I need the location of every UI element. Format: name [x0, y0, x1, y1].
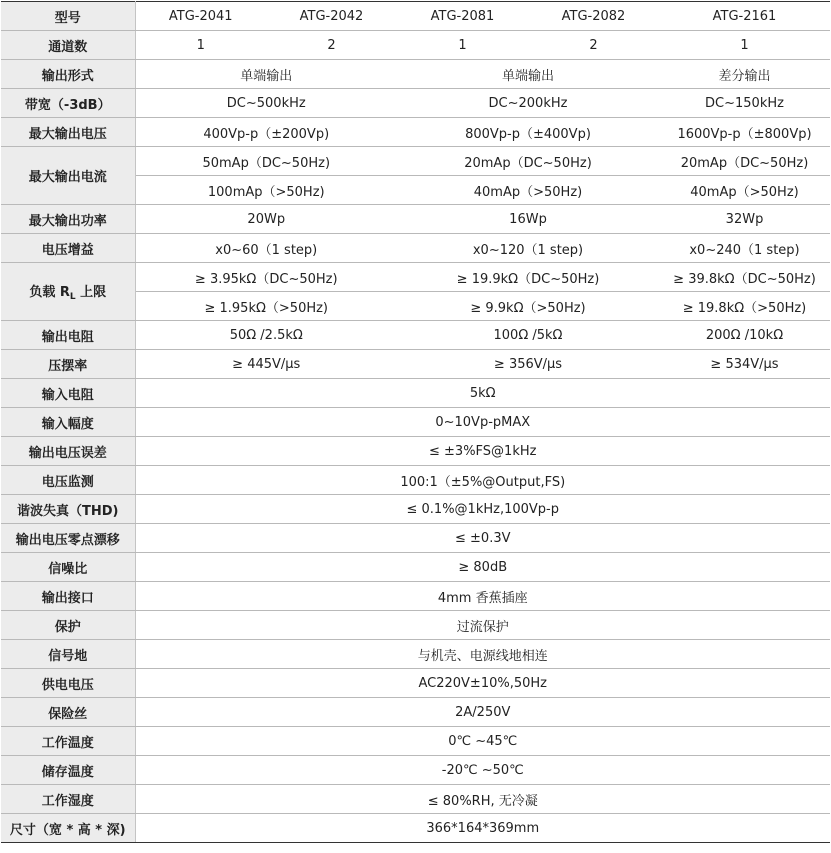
max-current-value: 40mAp（>50Hz)	[397, 176, 659, 205]
row-common	[1, 669, 830, 698]
row-common	[1, 437, 830, 466]
spec-value: -20℃ ~50℃	[135, 756, 830, 785]
row-common	[1, 582, 830, 611]
row-common	[1, 756, 830, 785]
spec-value: 100:1（±5%@Output,FS)	[135, 466, 830, 495]
spec-label: 输出电压误差	[1, 437, 135, 466]
spec-label: 信噪比	[1, 553, 135, 582]
spec-label: 输入电阻	[1, 379, 135, 408]
row-load	[1, 263, 830, 292]
spec-label: 保险丝	[1, 698, 135, 727]
voltage-gain-value: x0~240（1 step)	[659, 234, 830, 263]
spec-value: 0℃ ~45℃	[135, 727, 830, 756]
row-output-resistance	[1, 321, 830, 350]
spec-value: ≤ ±0.3V	[135, 524, 830, 553]
spec-label: 供电电压	[1, 669, 135, 698]
model-name: ATG-2042	[266, 2, 397, 31]
row-common	[1, 466, 830, 495]
row-common	[1, 524, 830, 553]
label-model: 型号	[1, 2, 135, 31]
load-label-subscript: L	[69, 292, 76, 302]
row-common	[1, 611, 830, 640]
slew-rate-value: ≥ 534V/μs	[659, 350, 830, 379]
row-common	[1, 495, 830, 524]
row-max-voltage	[1, 118, 830, 147]
spec-value: 0~10Vp-pMAX	[135, 408, 830, 437]
bandwidth-value: DC~200kHz	[397, 89, 659, 118]
row-common	[1, 408, 830, 437]
row-output-form	[1, 60, 830, 89]
channel-count: 1	[659, 31, 830, 60]
spec-table-body	[1, 2, 830, 843]
label-load	[1, 263, 135, 321]
model-name: ATG-2082	[528, 2, 659, 31]
max-voltage-value: 800Vp-p（±400Vp)	[397, 118, 659, 147]
channel-count: 1	[135, 31, 266, 60]
load-label-suffix: 上限	[75, 285, 107, 300]
load-value: ≥ 3.95kΩ（DC~50Hz)	[135, 263, 397, 292]
spec-label: 输出接口	[1, 582, 135, 611]
label-bandwidth: 带宽（-3dB）	[1, 89, 135, 118]
spec-label: 输入幅度	[1, 408, 135, 437]
row-common	[1, 698, 830, 727]
spec-label: 工作温度	[1, 727, 135, 756]
output-resistance-value: 50Ω /2.5kΩ	[135, 321, 397, 350]
max-current-value: 20mAp（DC~50Hz)	[659, 147, 830, 176]
row-max-power	[1, 205, 830, 234]
spec-value: ≤ ±3%FS@1kHz	[135, 437, 830, 466]
channel-count: 2	[266, 31, 397, 60]
spec-value: 过流保护	[135, 611, 830, 640]
spec-label: 储存温度	[1, 756, 135, 785]
max-voltage-value: 400Vp-p（±200Vp)	[135, 118, 397, 147]
max-power-value: 20Wp	[135, 205, 397, 234]
max-current-value: 50mAp（DC~50Hz)	[135, 147, 397, 176]
model-name: ATG-2081	[397, 2, 528, 31]
row-voltage-gain	[1, 234, 830, 263]
bandwidth-value: DC~500kHz	[135, 89, 397, 118]
row-bandwidth	[1, 89, 830, 118]
spec-label: 保护	[1, 611, 135, 640]
label-voltage-gain: 电压增益	[1, 234, 135, 263]
row-channels	[1, 31, 830, 60]
max-current-value: 100mAp（>50Hz)	[135, 176, 397, 205]
spec-label: 电压监测	[1, 466, 135, 495]
voltage-gain-value: x0~60（1 step)	[135, 234, 397, 263]
slew-rate-value: ≥ 445V/μs	[135, 350, 397, 379]
spec-value: 4mm 香蕉插座	[135, 582, 830, 611]
load-value: ≥ 1.95kΩ（>50Hz)	[135, 292, 397, 321]
spec-value: ≤ 0.1%@1kHz,100Vp-p	[135, 495, 830, 524]
label-output-form: 输出形式	[1, 60, 135, 89]
row-common	[1, 785, 830, 814]
spec-value: AC220V±10%,50Hz	[135, 669, 830, 698]
output-form-value: 差分输出	[659, 60, 830, 89]
spec-label: 谐波失真（THD)	[1, 495, 135, 524]
max-current-value: 20mAp（DC~50Hz)	[397, 147, 659, 176]
row-common	[1, 379, 830, 408]
output-resistance-value: 200Ω /10kΩ	[659, 321, 830, 350]
load-value: ≥ 9.9kΩ（>50Hz)	[397, 292, 659, 321]
label-channels: 通道数	[1, 31, 135, 60]
spec-label: 信号地	[1, 640, 135, 669]
row-model	[1, 2, 830, 31]
row-common	[1, 640, 830, 669]
output-resistance-value: 100Ω /5kΩ	[397, 321, 659, 350]
spec-label: 尺寸（宽 * 高 * 深)	[1, 814, 135, 843]
spec-label: 工作湿度	[1, 785, 135, 814]
model-name: ATG-2161	[659, 2, 830, 31]
row-max-current	[1, 147, 830, 176]
label-slew-rate: 压摆率	[1, 350, 135, 379]
max-power-value: 32Wp	[659, 205, 830, 234]
bandwidth-value: DC~150kHz	[659, 89, 830, 118]
spec-value: ≥ 80dB	[135, 553, 830, 582]
channel-count: 1	[397, 31, 528, 60]
row-slew-rate	[1, 350, 830, 379]
row-common	[1, 814, 830, 843]
output-form-value: 单端输出	[135, 60, 397, 89]
channel-count: 2	[528, 31, 659, 60]
load-value: ≥ 19.9kΩ（DC~50Hz)	[397, 263, 659, 292]
spec-value: ≤ 80%RH, 无冷凝	[135, 785, 830, 814]
max-power-value: 16Wp	[397, 205, 659, 234]
row-common	[1, 553, 830, 582]
load-value: ≥ 39.8kΩ（DC~50Hz)	[659, 263, 830, 292]
max-voltage-value: 1600Vp-p（±800Vp)	[659, 118, 830, 147]
spec-value: 366*164*369mm	[135, 814, 830, 843]
spec-value: 与机壳、电源线地相连	[135, 640, 830, 669]
spec-label: 输出电压零点漂移	[1, 524, 135, 553]
slew-rate-value: ≥ 356V/μs	[397, 350, 659, 379]
load-label-prefix: 负载 R	[29, 285, 70, 300]
load-value: ≥ 19.8kΩ（>50Hz)	[659, 292, 830, 321]
row-common	[1, 727, 830, 756]
output-form-value: 单端输出	[397, 60, 659, 89]
label-max-power: 最大输出功率	[1, 205, 135, 234]
label-max-voltage: 最大输出电压	[1, 118, 135, 147]
spec-value: 2A/250V	[135, 698, 830, 727]
label-max-current: 最大输出电流	[1, 147, 135, 205]
spec-table	[1, 1, 830, 843]
spec-value: 5kΩ	[135, 379, 830, 408]
max-current-value: 40mAp（>50Hz)	[659, 176, 830, 205]
label-output-resistance: 输出电阻	[1, 321, 135, 350]
voltage-gain-value: x0~120（1 step)	[397, 234, 659, 263]
model-name: ATG-2041	[135, 2, 266, 31]
